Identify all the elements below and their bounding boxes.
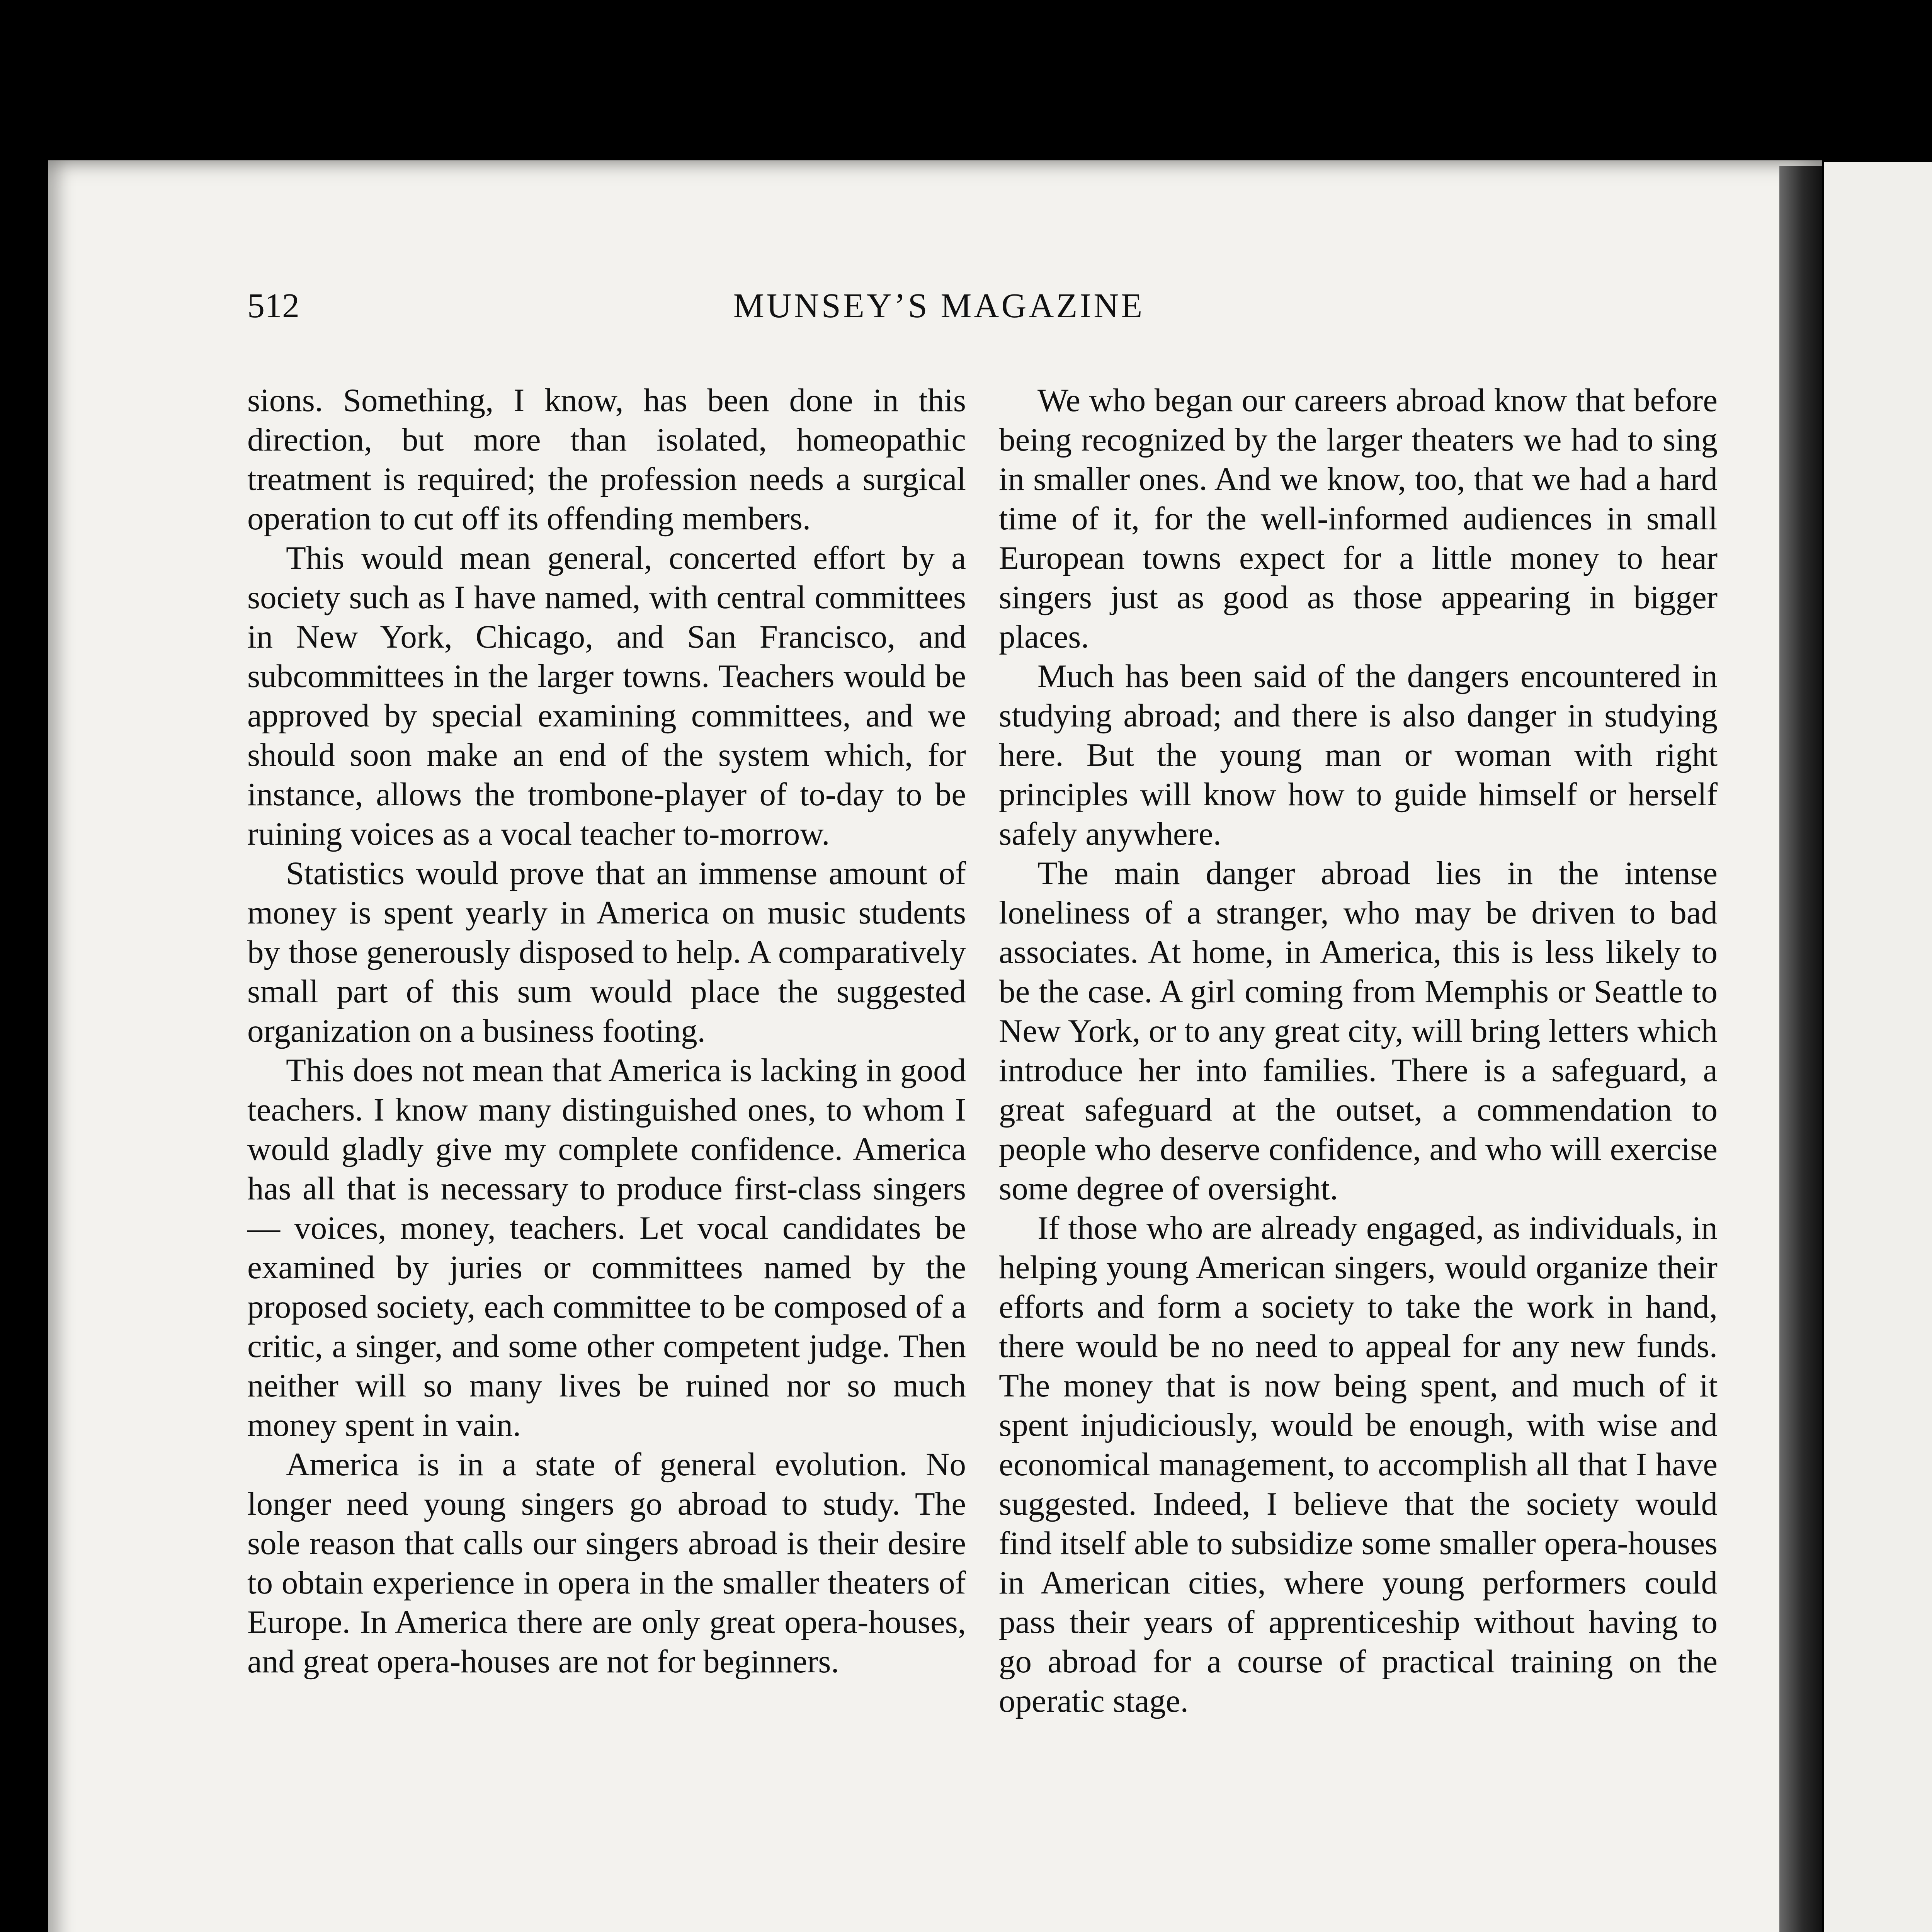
paragraph: We who began our careers abroad know that before being recognized by the larger theaters we had to sing in smaller ones. And we know, too, that we had a hard time of it, for the well-informed audiences in small European towns expect for a little money to hear singers just as good as those appearing in bigger places. (999, 382, 1718, 655)
book-spine (1779, 166, 1822, 1932)
paragraph: Statistics would prove that an immense amount of money is spent yearly in America on music students by those generously disposed to help. A comparatively small part of this sum would place the suggested organization on a business footing. (247, 855, 966, 1049)
paragraph: sions. Something, I know, has been done in this direction, but more than isolated, homeopathic treatment is required; the profession needs a surgical operation to cut off its offending members. (247, 382, 966, 537)
right-column (999, 381, 1718, 1721)
page-number: 512 (247, 287, 299, 325)
paragraph: This does not mean that America is lacking in good teachers. I know many distinguished ones, to whom I would gladly give my complete confidence. America has all that is necessary to produce first-class singers — voices, money, teachers. Let vocal candidates be examined by juries or committees named by the proposed society, each committee to be composed of a critic, a singer, and some other competent judge. Then neither will so many lives be ruined nor so much money spent in vain. (247, 1052, 966, 1443)
left-column (247, 381, 966, 1681)
facing-page-edge (1824, 162, 1932, 1932)
paragraph: America is in a state of general evolution. No longer need young singers go abroad to study. The sole reason that calls our singers abroad is their desire to obtain experience in opera in the smaller theaters of Europe. In America there are only great opera-houses, and great opera-houses are not for beginners. (247, 1446, 966, 1680)
paragraph: If those who are already engaged, as individuals, in helping young American singers, would organize their efforts and form a society to take the work in hand, there would be no need to appeal for any new funds. The money that is now being spent, and much of it spent injudiciously, would be enough, with wise and economical management, to accomplish all that I have suggested. Indeed, I believe that the society would find itself able to subsidize some smaller opera-houses in American cities, where young performers could pass their years of apprenticeship without having to go abroad for a course of practical training on the operatic stage. (999, 1210, 1718, 1719)
paragraph: The main danger abroad lies in the intense loneliness of a stranger, who may be driven to bad associates. At home, in America, this is less likely to be the case. A girl coming from Memphis or Seattle to New York, or to any great city, will bring letters which introduce her into families. There is a safeguard, a great safeguard at the outset, a commendation to people who deserve confidence, and who will exercise some degree of oversight. (999, 855, 1718, 1207)
page-header (201, 286, 1677, 340)
paragraph: This would mean general, concerted effort by a society such as I have named, with central committees in New York, Chicago, and San Francisco, and subcommittees in the larger towns. Teachers would be approved by special examining committees, and we should soon make an end of the system which, for instance, allows the trombone-player of to-day to be ruining voices as a vocal teacher to-morrow. (247, 540, 966, 852)
paragraph: Much has been said of the dangers encountered in studying abroad; and there is also danger in studying here. But the young man or woman with right principles will know how to guide himself or herself safely anywhere. (999, 658, 1718, 852)
running-title: MUNSEY’S MAGAZINE (733, 287, 1145, 325)
